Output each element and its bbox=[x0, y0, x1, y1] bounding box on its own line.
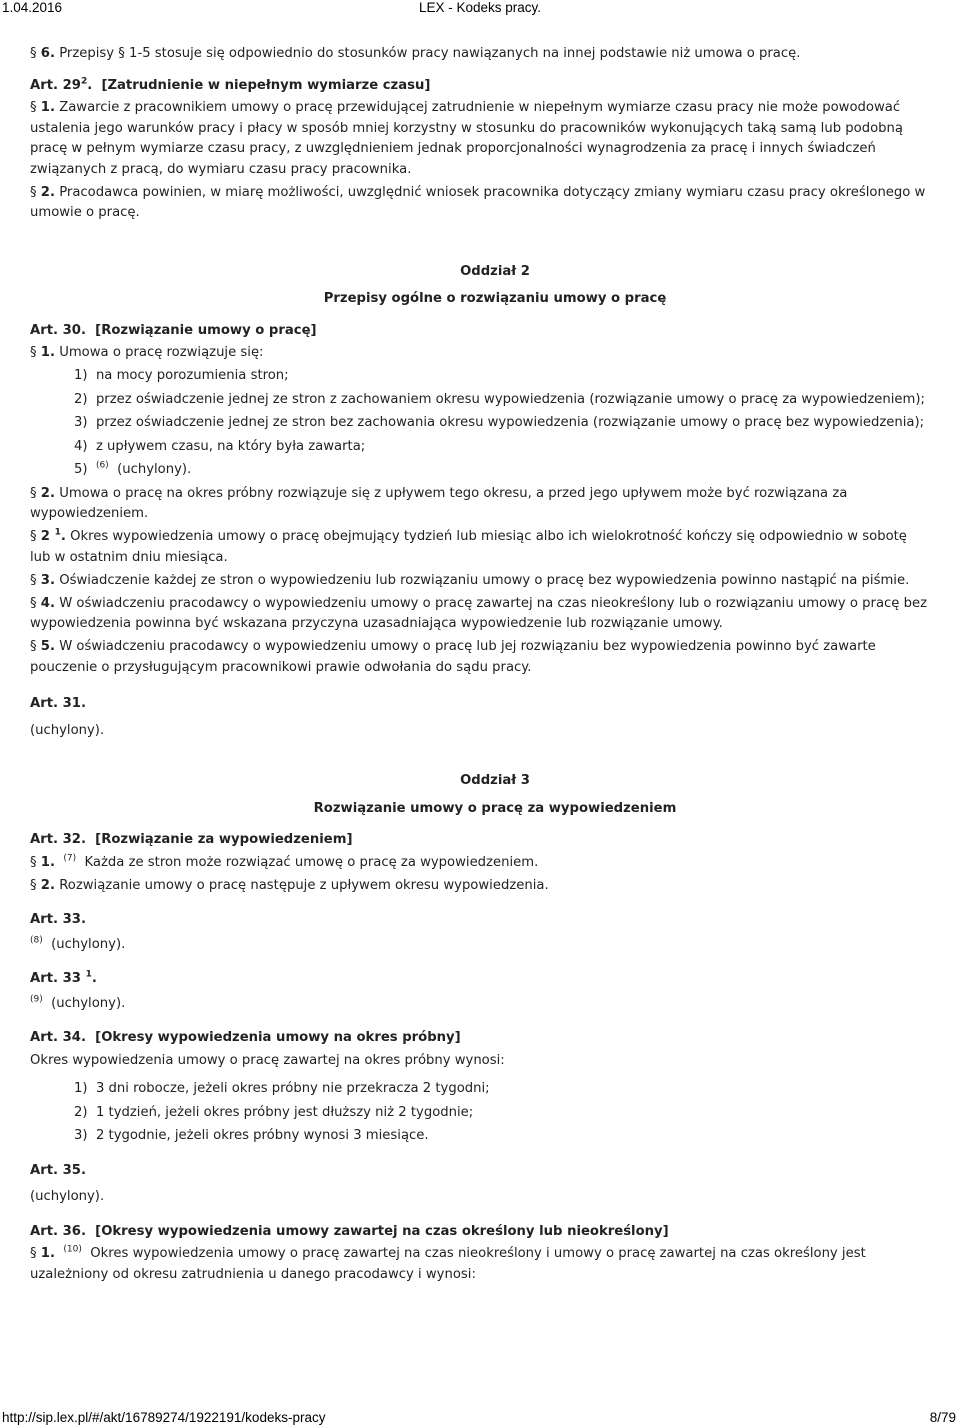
item-number: 4) bbox=[74, 438, 88, 454]
item-number: 1) bbox=[74, 1081, 88, 1096]
paragraph-text: Oświadczenie każdej ze stron o wypowiedzeniu lub rozwiązaniu umowy o pracę bez wypowiedzenia powinno nastąpić na piśmie. bbox=[59, 572, 910, 588]
section-symbol: § bbox=[30, 639, 37, 654]
paragraph-number: 1. bbox=[40, 100, 55, 115]
article-35-text: (uchylony). bbox=[30, 1189, 105, 1204]
section-symbol: § bbox=[30, 877, 37, 893]
article-36-heading bbox=[30, 1222, 930, 1243]
section-symbol: § bbox=[30, 529, 37, 544]
footnote-ref: (8) bbox=[30, 935, 43, 946]
item-number: 5) bbox=[74, 462, 88, 477]
item-text: 2 tygodnie, jeżeli okres próbny wynosi 3 miesiące. bbox=[95, 1128, 429, 1143]
article-dot: . bbox=[87, 77, 93, 93]
article-title: [Okresy wypowiedzenia umowy zawartej na czas określony lub nieokreślony] bbox=[95, 1223, 669, 1239]
article-31-heading: Art. 31. bbox=[30, 696, 86, 711]
paragraph-text: Każda ze stron może rozwiązać umowę o pracę za wypowiedzeniem. bbox=[84, 854, 539, 870]
list-item bbox=[74, 1103, 930, 1124]
paragraph-number: 2. bbox=[40, 877, 55, 893]
article-31-text: (uchylony). bbox=[30, 722, 105, 738]
list-item bbox=[74, 1079, 930, 1100]
art30-paragraph-5 bbox=[30, 637, 930, 678]
article-number: Art. 34. bbox=[30, 1030, 86, 1045]
division-3-number: Oddział 3 bbox=[460, 773, 530, 788]
art30-paragraph-4 bbox=[30, 594, 930, 635]
article-superscript: 2 bbox=[80, 76, 88, 87]
footnote-ref: (6) bbox=[95, 460, 109, 471]
article-34-text: Okres wypowiedzenia umowy o pracę zawartej na okres próbny wynosi: bbox=[30, 1052, 505, 1068]
paragraph-number: 1. bbox=[40, 1246, 55, 1261]
footer-url[interactable]: http://sip.lex.pl/#/akt/16789274/1922191/kodeks-pracy bbox=[2, 1410, 326, 1425]
section-symbol: § bbox=[30, 100, 37, 115]
article-number: Art. 33 bbox=[30, 971, 81, 986]
item-number: 2) bbox=[74, 391, 88, 407]
article-title: [Zatrudnienie w niepełnym wymiarze czasu] bbox=[101, 77, 431, 93]
item-number: 3) bbox=[74, 1128, 88, 1143]
paragraph-number: 4. bbox=[40, 595, 55, 611]
section-symbol: § bbox=[30, 184, 37, 200]
article-32-heading bbox=[30, 830, 930, 851]
section-symbol: § bbox=[30, 595, 37, 611]
section-symbol: § bbox=[30, 345, 37, 360]
paragraph-number: 2. bbox=[40, 184, 55, 200]
paragraph-num-base: 2 bbox=[40, 529, 50, 544]
article-number: Art. 36. bbox=[30, 1223, 86, 1239]
article-title: [Okresy wypowiedzenia umowy na okres próbny] bbox=[95, 1030, 461, 1045]
article-35-heading: Art. 35. bbox=[30, 1162, 86, 1178]
item-text: przez oświadczenie jednej ze stron z zachowaniem okresu wypowiedzenia (rozwiązanie umowy o pracę za wypowiedzeniem); bbox=[95, 391, 925, 407]
paragraph-text: Przepisy § 1-5 stosuje się odpowiednio do stosunków pracy nawiązanych na innej podstawie niż umowa o pracę. bbox=[59, 46, 801, 61]
section-symbol: § bbox=[30, 485, 37, 501]
paragraph-text: Rozwiązanie umowy o pracę następuje z upływem okresu wypowiedzenia. bbox=[59, 877, 549, 893]
division-3-title: Rozwiązanie umowy o pracę za wypowiedzeniem bbox=[313, 800, 677, 816]
section-symbol: § bbox=[30, 1246, 37, 1261]
paragraph-dot: . bbox=[60, 529, 66, 544]
paragraph-text: W oświadczeniu pracodawcy o wypowiedzeniu umowy o pracę zawartej na czas nieokreślony lub o rozwiązaniu umowy o pracę bez wypowiedzenia powinna być wskazana przyczyna uzasadniająca wypowiedzenie lub rozwiązanie umowy. bbox=[30, 595, 928, 631]
article-29-2-heading bbox=[30, 76, 930, 97]
footer-page-number: 8/79 bbox=[929, 1410, 956, 1425]
paragraph-number: 6. bbox=[40, 46, 55, 61]
footnote-ref: (10) bbox=[63, 1244, 82, 1255]
list-item bbox=[74, 1126, 930, 1147]
paragraph-text: Okres wypowiedzenia umowy o pracę zawartej na czas nieokreślony i umowy o pracę zawartej na czas określony jest uzależniony od okresu zatrudnienia u danego pracodawcy i wynosi: bbox=[30, 1246, 866, 1282]
section-symbol: § bbox=[30, 572, 37, 588]
header-date: 1.04.2016 bbox=[2, 0, 63, 15]
paragraph-number bbox=[41, 529, 66, 544]
article-number: Art. 29 bbox=[30, 77, 81, 93]
paragraph-number: 1. bbox=[40, 345, 55, 360]
art30-paragraph-1 bbox=[30, 343, 930, 364]
article-30-heading bbox=[30, 321, 930, 342]
section-symbol: § bbox=[30, 854, 37, 870]
division-2-number: Oddział 2 bbox=[460, 263, 530, 279]
article-34-heading bbox=[30, 1028, 930, 1049]
article-33-1-text bbox=[30, 994, 930, 1015]
art30-paragraph-3 bbox=[30, 571, 930, 592]
paragraph-text: Zawarcie z pracownikiem umowy o pracę przewidującej zatrudnienie w niepełnym wymiarze czasu pracy nie może powodować ustalenia jego warunków pracy i płacy w sposób mniej korzystny w stosunku do pracowników wykonujących taką samą lub podobną pracę w pełnym wymiarze czasu pracy, z uwzględnieniem jednak proporcjonalności wynagrodzenia za pracę i innych świadczeń związanych z pracą, do wymiaru czasu pracy pracownika. bbox=[30, 100, 903, 177]
list-item bbox=[74, 390, 930, 411]
paragraph-number: 5. bbox=[40, 639, 55, 654]
article-dot: . bbox=[91, 971, 97, 986]
item-number: 1) bbox=[74, 368, 88, 383]
item-number: 2) bbox=[74, 1104, 88, 1120]
item-text: 1 tydzień, jeżeli okres próbny jest dłuższy niż 2 tygodnie; bbox=[95, 1104, 474, 1120]
article-33-1-heading bbox=[30, 969, 930, 990]
item-text: przez oświadczenie jednej ze stron bez zachowania okresu wypowiedzenia (rozwiązanie umowy o pracę bez wypowiedzenia); bbox=[95, 415, 925, 430]
article-33-text bbox=[30, 935, 930, 956]
article-number: Art. 32. bbox=[30, 832, 86, 847]
article-superscript: 1 bbox=[85, 969, 92, 980]
list-item bbox=[74, 460, 930, 481]
art30-paragraph-2 bbox=[30, 484, 930, 525]
art32-paragraph-2 bbox=[30, 876, 930, 897]
article-title: [Rozwiązanie za wypowiedzeniem] bbox=[95, 832, 353, 847]
paragraph-text: Umowa o pracę rozwiązuje się: bbox=[59, 345, 264, 360]
paragraph-number: 3. bbox=[40, 572, 55, 588]
art30-paragraph-2-1 bbox=[30, 527, 930, 568]
paragraph-number: 2. bbox=[40, 485, 55, 501]
article-33-heading: Art. 33. bbox=[30, 912, 86, 927]
article-text: (uchylony). bbox=[51, 995, 126, 1011]
paragraph-text: Umowa o pracę na okres próbny rozwiązuje się z upływem tego okresu, a przed jego upływem może być rozwiązana za wypowiedzeniem. bbox=[30, 485, 848, 521]
item-text: 3 dni robocze, jeżeli okres próbny nie przekracza 2 tygodni; bbox=[95, 1081, 490, 1096]
paragraph-6 bbox=[30, 44, 930, 65]
list-item bbox=[74, 437, 930, 458]
item-text: z upływem czasu, na który była zawarta; bbox=[95, 438, 366, 454]
article-title: [Rozwiązanie umowy o pracę] bbox=[95, 322, 317, 338]
section-symbol: § bbox=[30, 46, 37, 61]
art36-paragraph-1 bbox=[30, 1244, 930, 1285]
item-number: 3) bbox=[74, 415, 88, 430]
header-title: LEX - Kodeks pracy. bbox=[418, 0, 542, 15]
footnote-ref: (7) bbox=[63, 853, 77, 864]
art29-paragraph-1 bbox=[30, 98, 930, 180]
article-text: (uchylony). bbox=[51, 936, 126, 952]
paragraph-superscript: 1 bbox=[54, 527, 61, 538]
paragraph-text: Pracodawca powinien, w miarę możliwości, uwzględnić wniosek pracownika dotyczący zmiany wymiaru czasu pracy określonego w umowie o pracę. bbox=[30, 184, 926, 220]
article-number: Art. 30. bbox=[30, 322, 86, 338]
footnote-ref: (9) bbox=[30, 994, 43, 1005]
list-item bbox=[74, 413, 930, 434]
paragraph-number: 1. bbox=[40, 854, 55, 870]
list-item bbox=[74, 366, 930, 387]
paragraph-text: W oświadczeniu pracodawcy o wypowiedzeniu umowy o pracę lub jej rozwiązaniu bez wypowiedzenia powinno być zawarte pouczenie o przysługującym pracownikowi prawie odwołania do sądu pracy. bbox=[30, 639, 876, 675]
item-text: na mocy porozumienia stron; bbox=[95, 368, 289, 383]
division-2-title: Przepisy ogólne o rozwiązaniu umowy o pracę bbox=[323, 291, 667, 306]
art29-paragraph-2 bbox=[30, 183, 930, 224]
paragraph-text: Okres wypowiedzenia umowy o pracę obejmujący tydzień lub miesiąc albo ich wielokrotność kończy się odpowiednio w sobotę lub w ostatnim dniu miesiąca. bbox=[30, 529, 907, 565]
art32-paragraph-1 bbox=[30, 853, 930, 874]
document-body bbox=[30, 44, 930, 1288]
item-text: (uchylony). bbox=[117, 462, 192, 477]
